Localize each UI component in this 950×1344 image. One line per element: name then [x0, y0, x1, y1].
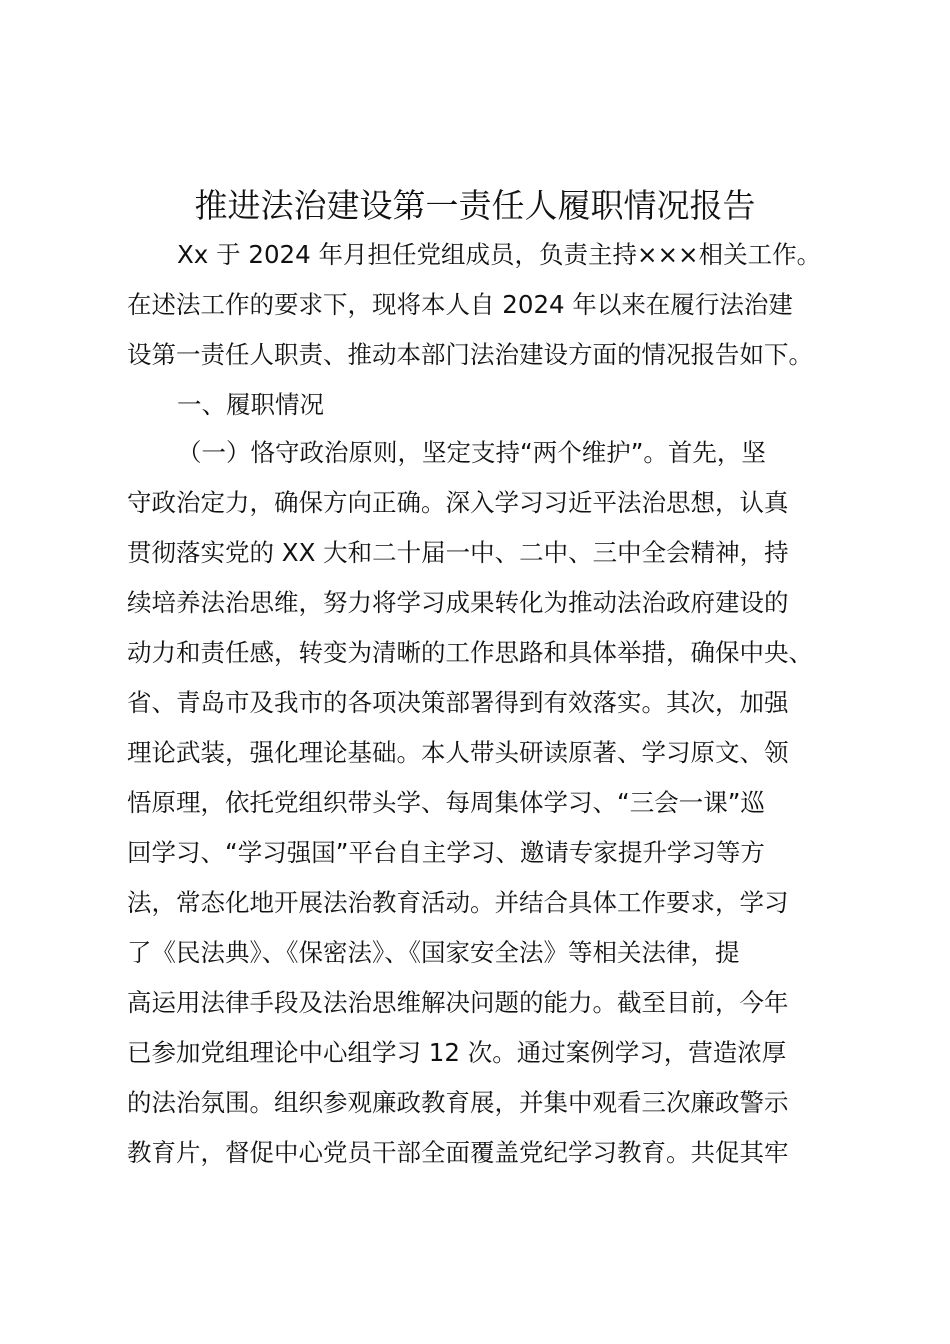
body-line: 高运用法律手段及法治思维解决问题的能力。截至目前，今年	[127, 988, 789, 1017]
body-line: 了《民法典》、《保密法》、《国家安全法》等相关法律，提	[127, 938, 740, 967]
body-line: 动力和责任感，转变为清晰的工作思路和具体举措，确保中央、	[127, 638, 813, 667]
body-line: 法，常态化地开展法治教育活动。并结合具体工作要求，学习	[127, 888, 789, 917]
body-line: 守政治定力，确保方向正确。深入学习习近平法治思想，认真	[127, 488, 789, 517]
body-line: 理论武装，强化理论基础。本人带头研读原著、学习原文、领	[127, 738, 789, 767]
body-line: 悟原理，依托党组织带头学、每周集体学习、“三会一课”巡	[127, 788, 765, 817]
body-line: 省、青岛市及我市的各项决策部署得到有效落实。其次，加强	[127, 688, 789, 717]
body-line: Xx 于 2024 年月担任党组成员，负责主持×××相关工作。	[177, 240, 822, 269]
body-line: 贯彻落实党的 XX 大和二十届一中、二中、三中全会精神，持	[127, 538, 789, 567]
body-line: 教育片，督促中心党员干部全面覆盖党纪学习教育。共促其牢	[127, 1138, 789, 1167]
document-title: 推进法治建设第一责任人履职情况报告	[194, 186, 756, 225]
body-line: 的法治氛围。组织参观廉政教育展，并集中观看三次廉政警示	[127, 1088, 789, 1117]
subsection-heading-line: （一）恪守政治原则，坚定支持“两个维护”。首先，坚	[177, 438, 766, 467]
body-line: 设第一责任人职责、推动本部门法治建设方面的情况报告如下。	[127, 340, 813, 369]
body-line: 续培养法治思维，努力将学习成果转化为推动法治政府建设的	[127, 588, 789, 617]
body-line: 回学习、“学习强国”平台自主学习、邀请专家提升学习等方	[127, 838, 765, 867]
body-line: 在述法工作的要求下，现将本人自 2024 年以来在履行法治建	[127, 290, 793, 319]
section-heading: 一、履职情况	[177, 390, 324, 419]
body-line: 已参加党组理论中心组学习 12 次。通过案例学习，营造浓厚	[127, 1038, 787, 1067]
